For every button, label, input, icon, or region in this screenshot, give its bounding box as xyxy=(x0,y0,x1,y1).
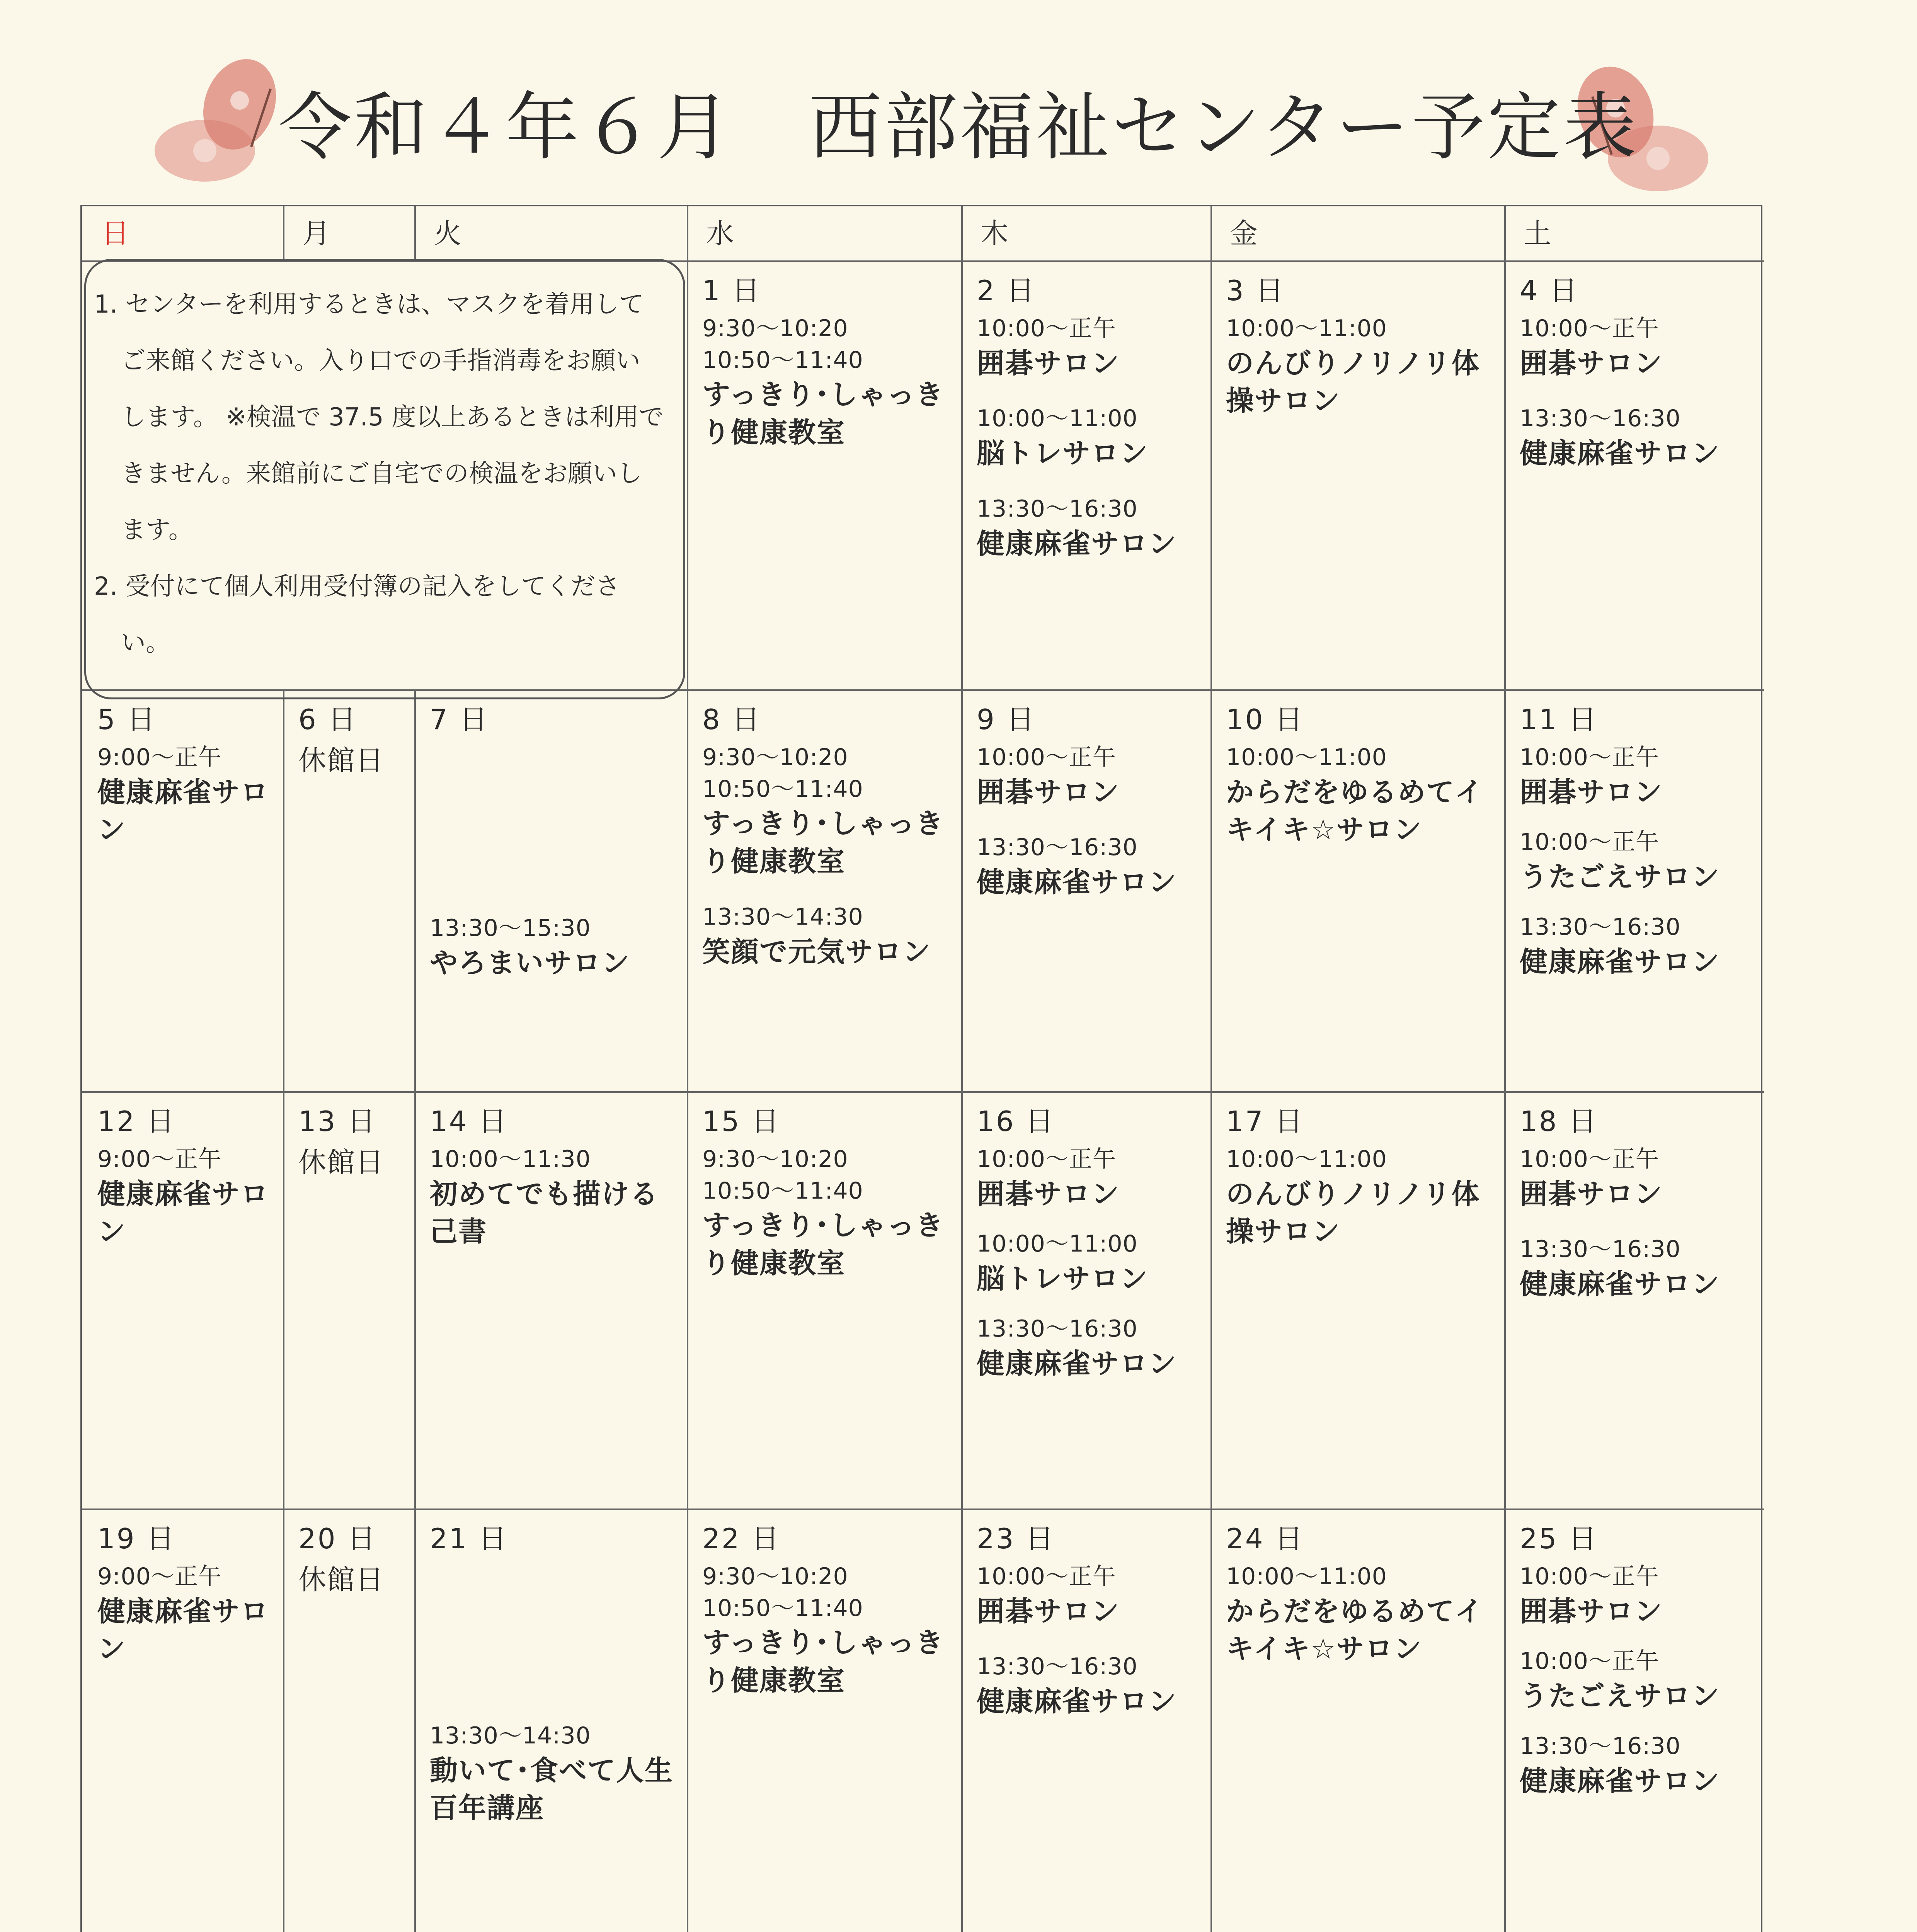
event xyxy=(97,742,274,849)
event-name: からだをゆるめてイキイキ☆サロン xyxy=(1226,1595,1484,1665)
event xyxy=(977,403,1201,473)
event-time: 9:30～10:20 xyxy=(702,1145,848,1173)
event-time: 9:30～10:20 xyxy=(702,315,848,342)
day-number: 1 日 xyxy=(702,274,761,307)
event xyxy=(1226,1144,1495,1251)
event xyxy=(1520,1234,1755,1303)
day-cell-17 xyxy=(1210,1091,1504,1509)
event-name: のんびりノリノリ体操サロン xyxy=(1226,1177,1480,1248)
event-time: 13:30～14:30 xyxy=(702,903,863,930)
event-name: 健康麻雀サロン xyxy=(97,776,269,846)
event xyxy=(1226,742,1495,849)
weekday-header-fri: 金 xyxy=(1230,217,1258,250)
event-name: 囲碁サロン xyxy=(1520,347,1663,379)
day-number: 19 日 xyxy=(97,1522,176,1555)
event-time: 9:30～10:20 xyxy=(702,1563,848,1590)
event xyxy=(702,901,952,971)
event xyxy=(298,1144,405,1182)
day-number: 7 日 xyxy=(430,703,489,736)
event xyxy=(1520,1646,1755,1715)
day-cell-6 xyxy=(283,689,414,1091)
event-time: 10:00～11:00 xyxy=(1226,743,1387,771)
weekday-header-sat: 土 xyxy=(1524,217,1552,250)
event-time: 10:00～正午 xyxy=(977,315,1116,342)
day-cell-10 xyxy=(1210,689,1504,1091)
event-time: 10:50～11:40 xyxy=(702,1594,863,1622)
event-name: 健康麻雀サロン xyxy=(97,1177,269,1248)
day-cell-22 xyxy=(687,1509,961,1932)
event-time: 10:50～11:40 xyxy=(702,775,863,803)
event-time: 9:00～正午 xyxy=(97,1145,222,1173)
day-number: 8 日 xyxy=(702,703,761,736)
event-time: 10:00～正午 xyxy=(977,743,1116,771)
day-cell-20 xyxy=(283,1509,414,1932)
event xyxy=(702,1561,952,1700)
day-number: 23 日 xyxy=(977,1522,1055,1555)
notice-box xyxy=(84,259,685,699)
day-number: 14 日 xyxy=(430,1105,508,1138)
event xyxy=(977,1313,1201,1383)
closed-label: 休館日 xyxy=(298,744,385,777)
day-cell-19 xyxy=(82,1509,283,1932)
event-name: 健康麻雀サロン xyxy=(1520,437,1720,469)
day-number: 24 日 xyxy=(1226,1522,1304,1555)
weekday-header-thu: 木 xyxy=(981,217,1009,250)
event-time: 10:50～11:40 xyxy=(702,346,863,374)
event-name: 健康麻雀サロン xyxy=(977,527,1177,560)
event-name: のんびりノリノリ体操サロン xyxy=(1226,347,1480,417)
event-time: 13:30～16:30 xyxy=(977,495,1138,522)
event xyxy=(298,742,405,780)
event-name: うたごえサロン xyxy=(1520,1680,1720,1712)
event-time: 10:00～11:00 xyxy=(1226,315,1387,342)
day-cell-18 xyxy=(1504,1091,1764,1509)
event-time: 10:00～正午 xyxy=(1520,315,1659,342)
event-name: 健康麻雀サロン xyxy=(1520,945,1720,978)
event xyxy=(430,1720,678,1827)
day-cell-5 xyxy=(82,689,283,1091)
event-name: 囲碁サロン xyxy=(1520,1595,1663,1628)
day-number: 25 日 xyxy=(1520,1522,1598,1555)
weekday-header-mon: 月 xyxy=(302,217,330,250)
day-number: 6 日 xyxy=(298,703,358,736)
weekday-header-wed: 水 xyxy=(706,217,734,250)
event-time: 13:30～16:30 xyxy=(1520,1236,1681,1263)
day-number: 12 日 xyxy=(97,1105,176,1138)
weekday-header-tue: 火 xyxy=(434,217,462,250)
day-cell-3 xyxy=(1210,260,1504,689)
event xyxy=(977,1651,1201,1721)
event xyxy=(977,742,1201,811)
day-number: 15 日 xyxy=(702,1105,781,1138)
event-name: 初めてでも描ける己書 xyxy=(430,1177,659,1248)
event-name: 笑顔で元気サロン xyxy=(702,935,931,968)
event xyxy=(97,1561,274,1668)
day-cell-12 xyxy=(82,1091,283,1509)
event xyxy=(977,1144,1201,1213)
event xyxy=(977,832,1201,901)
event xyxy=(1520,827,1755,896)
notice-item-1: 1. センターを利用するときは、マスクを着用してご来館ください。入り口での手指消毒をお願いします。 ※検温で 37.5 度以上あるときは利用できません。来館前にご自宅での検温をお願いします。 xyxy=(94,290,664,544)
event xyxy=(1520,1144,1755,1213)
event xyxy=(702,742,952,881)
event xyxy=(1226,313,1495,420)
event-time: 13:30～14:30 xyxy=(430,1722,591,1749)
event-time: 13:30～16:30 xyxy=(977,834,1138,861)
event-name: 健康麻雀サロン xyxy=(977,866,1177,898)
event-time: 13:30～16:30 xyxy=(1520,1732,1681,1760)
event-name: 囲碁サロン xyxy=(977,776,1120,808)
event xyxy=(977,313,1201,383)
event-name: うたごえサロン xyxy=(1520,861,1720,893)
event-time: 10:00～正午 xyxy=(1520,743,1659,771)
event-name: 健康麻雀サロン xyxy=(1520,1764,1720,1797)
day-number: 11 日 xyxy=(1520,703,1598,736)
event xyxy=(1520,313,1755,383)
event-name: 健康麻雀サロン xyxy=(97,1595,269,1665)
day-number: 20 日 xyxy=(298,1522,377,1555)
event xyxy=(1520,1561,1755,1631)
weekday-header-sun: 日 xyxy=(101,217,129,250)
notice-item-2: 2. 受付にて個人利用受付簿の記入をしてください。 xyxy=(94,572,620,657)
event-time: 13:30～16:30 xyxy=(1520,405,1681,432)
event-name: からだをゆるめてイキイキ☆サロン xyxy=(1226,776,1484,846)
day-cell-13 xyxy=(283,1091,414,1509)
event-name: 健康麻雀サロン xyxy=(977,1347,1177,1380)
event xyxy=(430,913,678,982)
day-cell-14 xyxy=(414,1091,687,1509)
day-number: 13 日 xyxy=(298,1105,377,1138)
event xyxy=(430,1144,678,1251)
event xyxy=(298,1561,405,1599)
day-cell-7 xyxy=(414,689,687,1091)
event-time: 10:00～正午 xyxy=(1520,1145,1659,1173)
event-name: 健康麻雀サロン xyxy=(1520,1268,1720,1300)
day-cell-24 xyxy=(1210,1509,1504,1932)
event-name: 囲碁サロン xyxy=(977,347,1120,379)
day-number: 10 日 xyxy=(1226,703,1304,736)
day-cell-9 xyxy=(961,689,1210,1091)
event-name: すっきり･しゃっきり健康教室 xyxy=(702,1209,944,1279)
day-number: 21 日 xyxy=(430,1522,508,1555)
event-time: 9:00～正午 xyxy=(97,1563,222,1590)
event-time: 10:00～11:00 xyxy=(977,405,1138,432)
day-number: 2 日 xyxy=(977,274,1036,307)
event-time: 10:00～11:00 xyxy=(1226,1563,1387,1590)
event xyxy=(1520,742,1755,811)
day-cell-11 xyxy=(1504,689,1764,1091)
day-cell-1 xyxy=(687,260,961,689)
day-number: 22 日 xyxy=(702,1522,781,1555)
day-number: 3 日 xyxy=(1226,274,1285,307)
event-name: 脳トレサロン xyxy=(977,437,1149,469)
page-title: 令和４年６月 西部福祉センター予定表 xyxy=(278,85,1639,170)
event-name: 囲碁サロン xyxy=(1520,1177,1663,1210)
day-cell-23 xyxy=(961,1509,1210,1932)
event xyxy=(97,1144,274,1251)
day-cell-16 xyxy=(961,1091,1210,1509)
event-name: すっきり･しゃっきり健康教室 xyxy=(702,378,944,449)
event-time: 10:00～11:30 xyxy=(430,1145,591,1173)
day-number: 17 日 xyxy=(1226,1105,1304,1138)
event-time: 9:00～正午 xyxy=(97,743,222,771)
event-time: 13:30～16:30 xyxy=(977,1315,1138,1342)
day-cell-4 xyxy=(1504,260,1764,689)
event-name: すっきり･しゃっきり健康教室 xyxy=(702,1626,944,1697)
event xyxy=(977,493,1201,563)
event xyxy=(977,1228,1201,1298)
event-time: 10:00～11:00 xyxy=(977,1230,1138,1258)
day-number: 16 日 xyxy=(977,1105,1055,1138)
event-time: 10:50～11:40 xyxy=(702,1177,863,1204)
day-number: 4 日 xyxy=(1520,274,1579,307)
event xyxy=(1520,1731,1755,1800)
event-time: 10:00～正午 xyxy=(1520,1563,1659,1590)
event-time: 13:30～16:30 xyxy=(1520,913,1681,940)
event-name: 囲碁サロン xyxy=(977,1595,1120,1628)
event-name: 動いて･食べて人生百年講座 xyxy=(430,1754,674,1825)
day-number: 18 日 xyxy=(1520,1105,1598,1138)
event-name: やろまいサロン xyxy=(430,946,630,979)
event-time: 10:00～正午 xyxy=(1520,1648,1659,1675)
day-cell-2 xyxy=(961,260,1210,689)
event-name: 囲碁サロン xyxy=(1520,776,1663,808)
event-time: 9:30～10:20 xyxy=(702,743,848,771)
day-cell-8 xyxy=(687,689,961,1091)
day-cell-25 xyxy=(1504,1509,1764,1932)
event-name: 脳トレサロン xyxy=(977,1262,1149,1295)
closed-label: 休館日 xyxy=(298,1563,385,1596)
event-time: 10:00～11:00 xyxy=(1226,1145,1387,1173)
event-time: 10:00～正午 xyxy=(1520,828,1659,856)
day-cell-15 xyxy=(687,1091,961,1509)
event xyxy=(702,313,952,452)
event xyxy=(1520,403,1755,473)
event-name: すっきり･しゃっきり健康教室 xyxy=(702,807,944,878)
day-number: 5 日 xyxy=(97,703,157,736)
event-time: 10:00～正午 xyxy=(977,1145,1116,1173)
event xyxy=(1520,912,1755,981)
event-name: 囲碁サロン xyxy=(977,1177,1120,1210)
day-number: 9 日 xyxy=(977,703,1036,736)
event-time: 10:00～正午 xyxy=(977,1563,1116,1590)
event-name: 健康麻雀サロン xyxy=(977,1685,1177,1718)
event xyxy=(1226,1561,1495,1668)
day-cell-21 xyxy=(414,1509,687,1932)
event-time: 13:30～15:30 xyxy=(430,914,591,942)
closed-label: 休館日 xyxy=(298,1146,385,1179)
event-time: 13:30～16:30 xyxy=(977,1653,1138,1680)
event xyxy=(977,1561,1201,1631)
event xyxy=(702,1144,952,1282)
